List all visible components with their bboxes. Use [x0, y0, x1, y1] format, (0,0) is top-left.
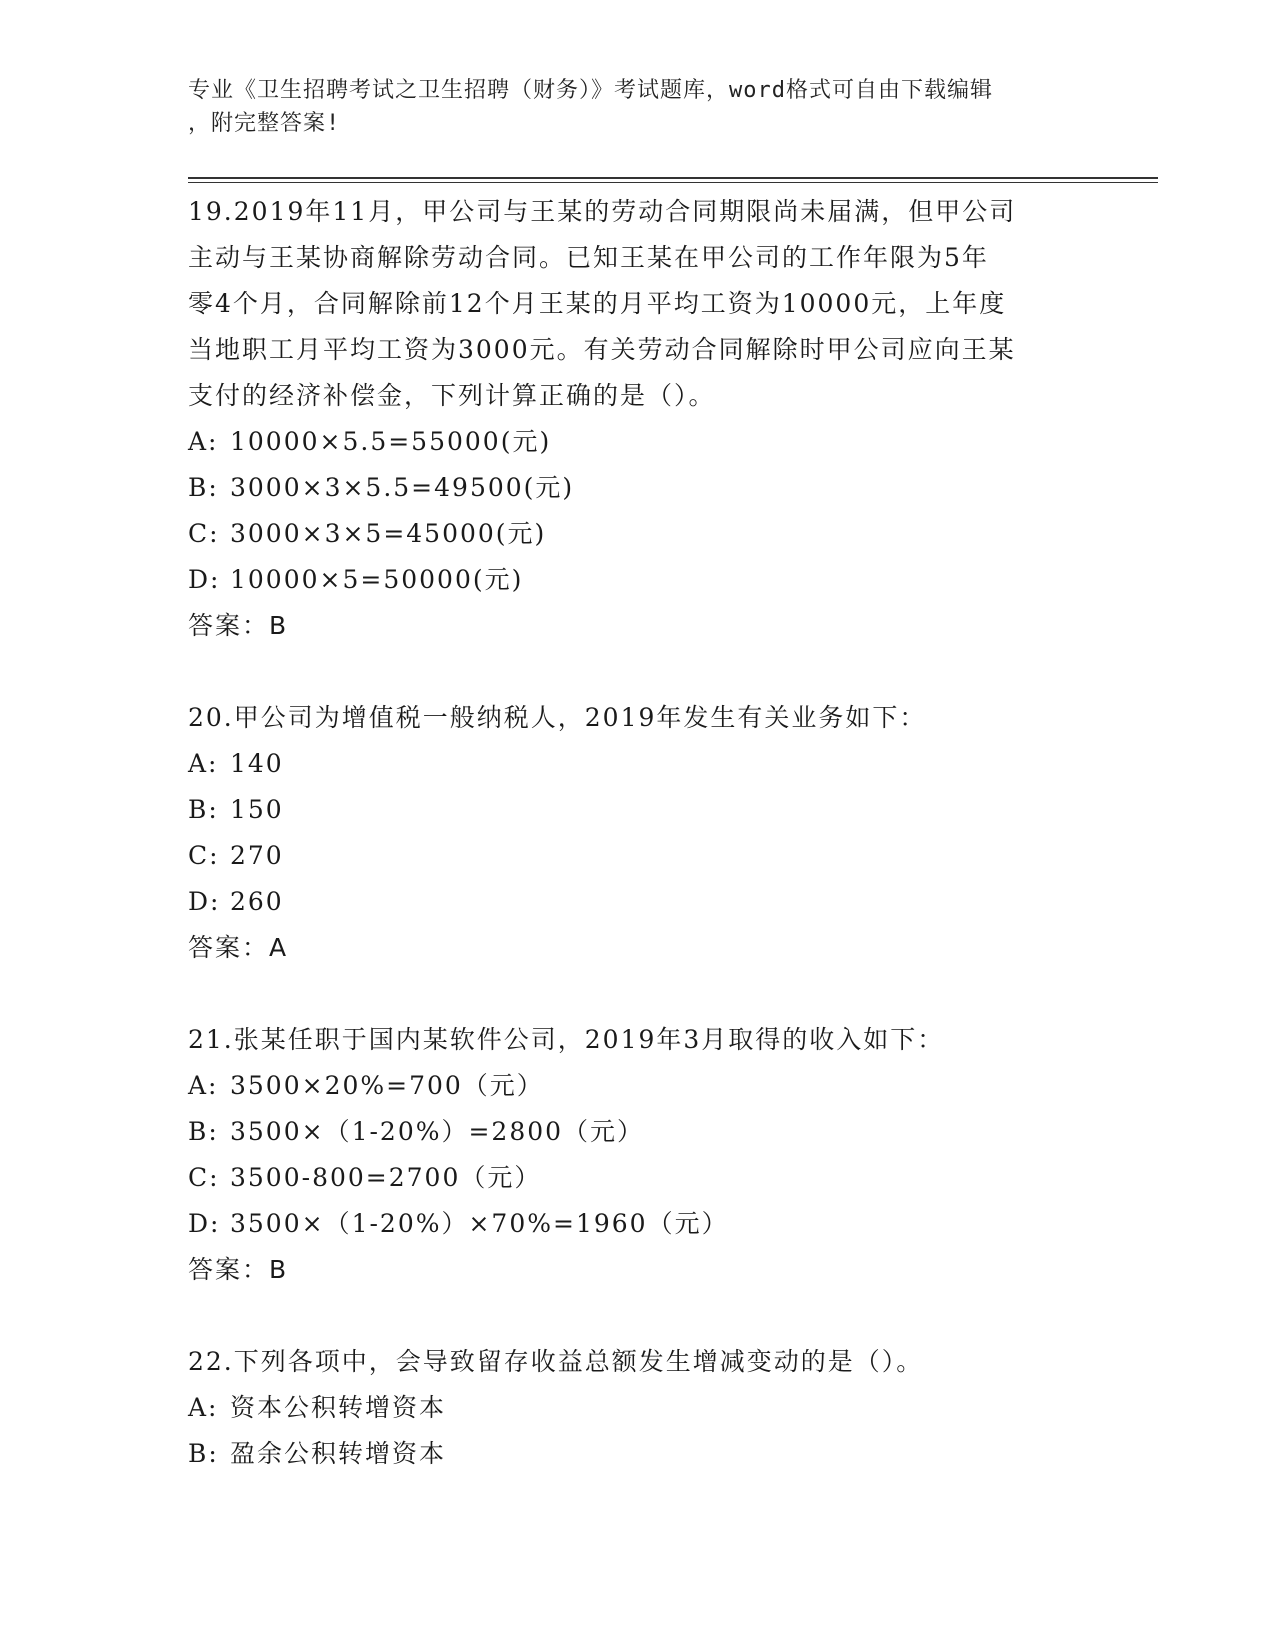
question-text-line: 21.张某任职于国内某软件公司，2019年3月取得的收入如下： [188, 1025, 945, 1054]
option-label: B: [188, 795, 219, 824]
option-item [188, 511, 1088, 557]
option-item [188, 1063, 1088, 1109]
question-text-line: 19.2019年11月，甲公司与王某的劳动合同期限尚未届满，但甲公司 [188, 197, 1017, 226]
option-text: 10000×5=50000(元) [230, 565, 524, 594]
question-text-line: 20.甲公司为增值税一般纳税人，2019年发生有关业务如下： [188, 703, 927, 732]
header-rule-thick [188, 177, 1158, 179]
option-text: 270 [230, 841, 284, 870]
option-item [188, 419, 1088, 465]
option-label: B: [188, 473, 219, 502]
option-label: C: [188, 841, 220, 870]
option-label: C: [188, 1163, 220, 1192]
answer-line: 答案：B [188, 1255, 289, 1284]
option-label: A: [188, 427, 219, 456]
answer-line: 答案：A [188, 933, 289, 962]
question-block [188, 1017, 1088, 1293]
option-text: 150 [230, 795, 284, 824]
option-text: 10000×5.5=55000(元) [230, 427, 552, 456]
option-item [188, 465, 1088, 511]
option-text: 140 [230, 749, 284, 778]
question-text-line: 22.下列各项中，会导致留存收益总额发生增减变动的是（）。 [188, 1347, 924, 1376]
option-label: A: [188, 1393, 219, 1422]
option-label: B: [188, 1117, 219, 1146]
option-item [188, 1431, 1088, 1477]
option-label: D: [188, 1209, 221, 1238]
option-text: 盈余公积转增资本 [230, 1439, 447, 1468]
document-header [188, 74, 1068, 140]
option-text: 3000×3×5=45000(元) [230, 519, 547, 548]
option-label: C: [188, 519, 220, 548]
option-item [188, 557, 1088, 603]
option-item [188, 879, 1088, 925]
question-text-line: 支付的经济补偿金，下列计算正确的是（）。 [188, 381, 716, 410]
option-text: 3500×（1-20%）=2800（元） [230, 1117, 645, 1146]
question-block [188, 189, 1088, 649]
option-text: 3500×（1-20%）×70%=1960（元） [230, 1209, 729, 1238]
option-text: 3500×20%=700（元） [230, 1071, 544, 1100]
option-item [188, 1385, 1088, 1431]
option-text: 3500-800=2700（元） [230, 1163, 542, 1192]
option-text: 资本公积转增资本 [230, 1393, 447, 1422]
option-text: 3000×3×5.5=49500(元) [230, 473, 575, 502]
option-item [188, 1109, 1088, 1155]
option-label: D: [188, 565, 221, 594]
question-text-line: 主动与王某协商解除劳动合同。已知王某在甲公司的工作年限为5年 [188, 243, 989, 272]
option-item [188, 1201, 1088, 1247]
question-text-line: 当地职工月平均工资为3000元。有关劳动合同解除时甲公司应向王某 [188, 335, 1016, 364]
header-line-1: 专业《卫生招聘考试之卫生招聘（财务）》考试题库，word格式可自由下载编辑 [188, 78, 993, 103]
header-line-2: ，附完整答案! [188, 111, 341, 136]
option-item [188, 741, 1088, 787]
answer-line: 答案：B [188, 611, 289, 640]
header-rule-thin [188, 182, 1158, 183]
option-label: D: [188, 887, 221, 916]
option-label: A: [188, 749, 219, 778]
option-item [188, 1155, 1088, 1201]
option-label: A: [188, 1071, 219, 1100]
option-item [188, 787, 1088, 833]
question-list [188, 189, 1088, 1523]
question-block [188, 695, 1088, 971]
option-text: 260 [230, 887, 284, 916]
question-text-line: 零4个月，合同解除前12个月王某的月平均工资为10000元，上年度 [188, 289, 1007, 318]
question-block [188, 1339, 1088, 1477]
option-label: B: [188, 1439, 219, 1468]
option-item [188, 833, 1088, 879]
